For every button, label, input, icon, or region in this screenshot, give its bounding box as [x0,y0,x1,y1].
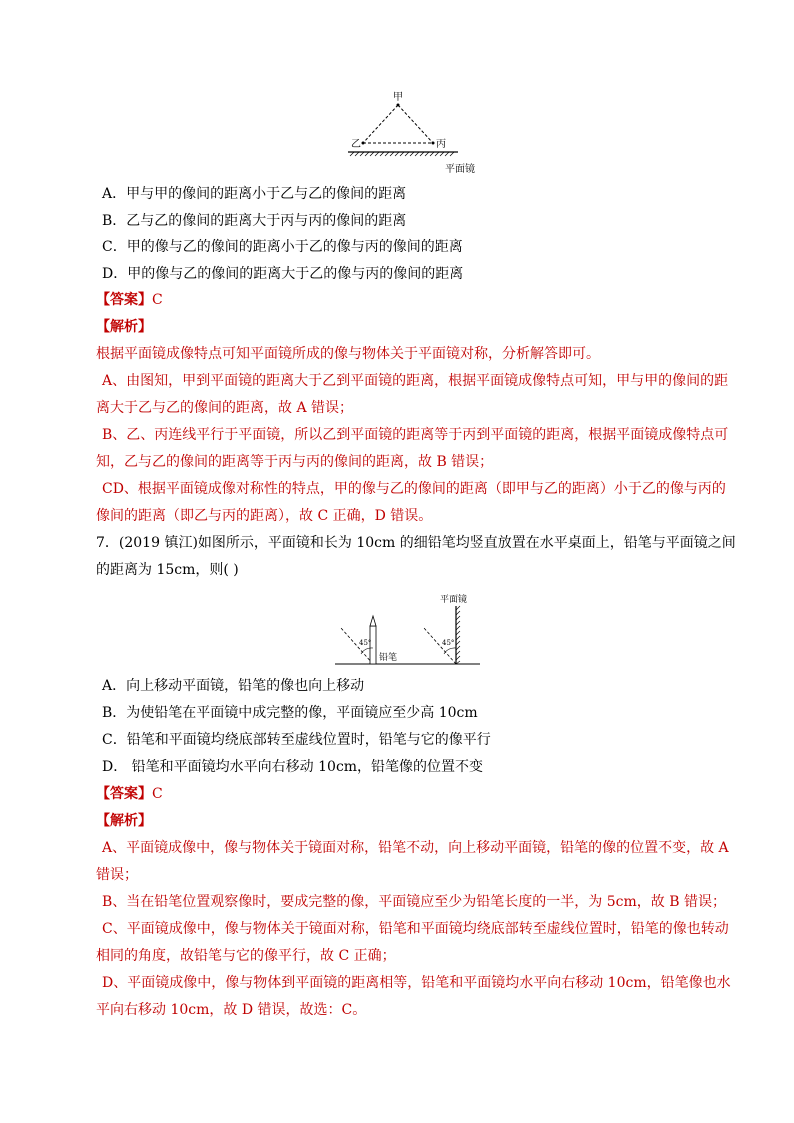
q6-answer-value: C [152,292,163,308]
q6-option-a: A．甲与甲的像间的距离小于乙与乙的像间的距离 [102,186,407,202]
label-jia: 甲 [393,92,403,103]
q7-analysis-line: A、平面镜成像中，像与物体关于镜面对称，铅笔不动，向上移动平面镜，铅笔的像的位置不变，故 A [102,840,729,856]
q6-analysis-line: 知，乙与乙的像间的距离等于丙与丙的像间的距离，故 B 错误； [96,454,494,470]
pencil-tip [370,616,376,626]
label-bing: 丙 [436,139,446,150]
point-jia [397,104,400,107]
q7-answer [96,784,163,804]
q7-analysis-line: B、当在铅笔位置观察像时，要成完整的像，平面镜应至少为铅笔长度的一半，为 5cm，故 B 错误； [102,894,726,910]
q6-analysis-line: 离大于乙与乙的像间的距离，故 A 错误； [96,400,354,416]
label-mirror-top: 平面镜 [440,595,468,605]
label-mirror: 平面镜 [445,164,475,175]
q6-analysis-tag: 【解析】 [96,319,152,335]
mirror-hatching [350,152,454,156]
q6-analysis-line: 像间的距离（即乙与丙的距离），故 C 正确，D 错误。 [96,508,433,524]
q6-answer-tag: 【答案】 [96,292,152,308]
q6-option-c: C．甲的像与乙的像间的距离小于乙的像与丙的像间的距离 [102,239,463,255]
q7-answer-tag: 【答案】 [96,786,152,802]
q7-option-d: D． 铅笔和平面镜均水平向右移动 10cm，铅笔像的位置不变 [102,759,484,775]
q7-option-a: A．向上移动平面镜，铅笔的像也向上移动 [102,678,365,694]
point-bing [432,142,435,145]
q7-analysis-tag: 【解析】 [96,813,152,829]
dashed-line-jia-bing [398,105,433,143]
dashed-line-jia-yi [363,105,398,143]
angle-arc-right [444,648,456,654]
figure-pencil-mirror [330,590,490,670]
angle-label-right: 45° [442,639,455,647]
q7-analysis-line: 相同的角度，故铅笔与它的像平行，故 C 正确； [96,948,396,964]
q6-answer [96,290,163,310]
mirror-hatching [456,606,460,664]
q6-analysis-line: CD、根据平面镜成像对称性的特点，甲的像与乙的像间的距离（即甲与乙的距离）小于乙的像与丙的 [102,481,726,497]
label-pencil: 铅笔 [379,653,398,663]
q6-option-b: B．乙与乙的像间的距离大于丙与丙的像间的距离 [102,213,407,229]
triangle-mirror-diagram [340,88,475,178]
q7-option-c: C．铅笔和平面镜均绕底部转至虚线位置时，铅笔与它的像平行 [102,732,491,748]
angle-label-left: 45° [359,639,372,647]
q6-analysis-line: 根据平面镜成像特点可知平面镜所成的像与物体关于平面镜对称，分析解答即可。 [96,346,600,362]
q7-analysis-line: C、平面镜成像中，像与物体关于镜面对称，铅笔和平面镜均绕底部转至虚线位置时，铅笔的像也转动 [102,921,729,937]
q7-analysis-line: D、平面镜成像中，像与物体到平面镜的距离相等，铅笔和平面镜均水平向右移动 10cm，铅笔像也水 [102,975,731,991]
q7-analysis-line: 错误； [96,867,138,883]
q6-option-d: D．甲的像与乙的像间的距离大于乙的像与丙的像间的距离 [102,266,464,282]
point-yi [362,142,365,145]
q7-analysis-line: 平向右移动 10cm，故 D 错误，故选：C。 [96,1002,367,1018]
q7-answer-value: C [152,786,163,802]
q7-option-b: B．为使铅笔在平面镜中成完整的像，平面镜应至少高 10cm [102,705,478,721]
q7-stem-line: 7．(2019 镇江)如图所示，平面镜和长为 10cm 的细铅笔均竖直放置在水平桌面上，铅笔与平面镜之间 [96,535,736,551]
pencil-mirror-diagram [330,590,490,670]
figure-triangle-mirror [340,88,475,178]
q6-analysis-line: A、由图知，甲到平面镜的距离大于乙到平面镜的距离，根据平面镜成像特点可知，甲与甲的像间的距 [102,373,729,389]
label-yi: 乙 [351,139,361,150]
q7-stem-line: 的距离为 15cm，则( ) [96,562,239,578]
q6-analysis-line: B、乙、丙连线平行于平面镜，所以乙到平面镜的距离等于丙到平面镜的距离，根据平面镜成像特点可 [102,427,729,443]
